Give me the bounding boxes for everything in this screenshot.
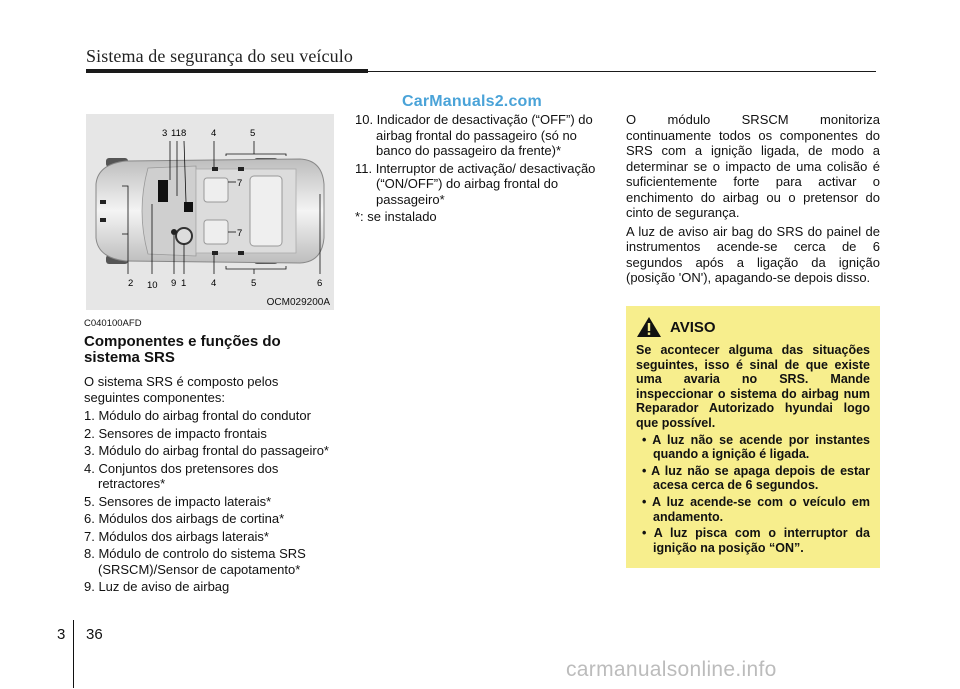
warning-bullet-2: • A luz não se apaga depois de estar acesa cerca de 6 segundos. xyxy=(642,463,870,493)
srscm-paragraph: O módulo SRSCM monitoriza continuamente todos os componentes do SRS com a ignição ligada, de modo a determinar se o impacto de uma colisão é suficientemente forte para activar o enchimento do airbag ou o pretensor do cinto de segurança. xyxy=(626,112,880,220)
callout-bottom-2: 10 xyxy=(147,280,158,291)
footer-divider xyxy=(73,620,74,688)
watermark-carmanuals2: CarManuals2.com xyxy=(402,93,542,110)
section-heading: Componentes e funções do sistema SRS xyxy=(84,333,281,366)
srs-component-figure xyxy=(86,114,334,310)
watermark-carmanualsonline: carmanualsonline.info xyxy=(566,658,777,681)
component-item-3: 3. Módulo do airbag frontal do passageiro* xyxy=(84,443,329,458)
component-item-10: 10. Indicador de desactivação (“OFF”) do airbag frontal do passageiro (só no banco do passageiro da frente)* xyxy=(355,112,593,158)
callout-bottom-6: 5 xyxy=(251,278,257,289)
warning-bullet-4: • A luz pisca com o interruptor da ignição na posição “ON”. xyxy=(642,526,870,555)
warning-bullet-3: • A luz acende-se com o veículo em andamento. xyxy=(642,494,870,524)
component-item-4: 4. Conjuntos dos pretensores dos retractores* xyxy=(84,460,279,491)
left-column xyxy=(84,318,332,597)
component-item-9: 9. Luz de aviso de airbag xyxy=(84,579,230,594)
footer-page-number: 36 xyxy=(86,626,103,643)
component-item-5: 5. Sensores de impacto laterais* xyxy=(84,493,272,509)
callout-bottom-7: 6 xyxy=(317,278,323,289)
component-item-7: 7. Módulos dos airbags laterais* xyxy=(84,528,269,544)
callout-top-4: 4 xyxy=(211,128,217,139)
callout-top-5: 5 xyxy=(250,128,256,139)
footnote: *: se instalado xyxy=(355,209,437,224)
warning-title: AVISO xyxy=(670,318,716,336)
component-item-1: 1. Módulo do airbag frontal do condutor xyxy=(84,408,311,423)
callout-top-1: 3 xyxy=(162,128,168,139)
component-item-11: 11. Interruptor de activação/ desactivação (“ON/OFF”) do airbag frontal do passageiro* xyxy=(355,160,596,207)
component-item-2: 2. Sensores de impacto frontais xyxy=(84,425,267,441)
callout-bottom-1: 2 xyxy=(128,278,134,289)
component-item-8: 8. Módulo de controlo do sistema SRS (SRSCM)/Sensor de capotamento* xyxy=(84,546,306,577)
page-header-title: Sistema de segurança do seu veículo xyxy=(86,46,353,66)
warning-box xyxy=(626,306,880,568)
warning-text: Se acontecer alguma das situações seguintes, isso é sinal de que existe uma avaria no SRS. Mande inspeccionar o sistema do airbag num Reparador Autorizado hyundai logo que possível. xyxy=(636,343,870,430)
header-rule-thick xyxy=(86,69,368,73)
footer-chapter-number: 3 xyxy=(57,626,66,643)
callout-side-1: 7 xyxy=(237,178,243,189)
section-code: C040100AFD xyxy=(84,318,142,329)
callout-top-3: 8 xyxy=(181,128,187,139)
warning-triangle-icon xyxy=(636,316,662,338)
warning-light-paragraph: A luz de aviso air bag do SRS do painel de instrumentos acende-se cerca de 6 segundos após a ligação da ignição (posição 'ON'), apagando-se depois disso. xyxy=(626,223,880,285)
callout-bottom-5: 4 xyxy=(211,278,217,289)
callout-side-2: 7 xyxy=(237,228,243,239)
car-top-view-illustration xyxy=(86,114,334,310)
middle-column xyxy=(355,112,607,225)
callout-bottom-4: 1 xyxy=(181,278,187,289)
warning-bullet-1: • A luz não se acende por instantes quando a ignição é ligada. xyxy=(642,432,871,462)
callout-bottom-3: 9 xyxy=(171,278,177,289)
component-item-6: 6. Módulos dos airbags de cortina* xyxy=(84,511,285,526)
callout-top-2: 11 xyxy=(171,128,181,139)
warning-header xyxy=(636,316,870,338)
header-rule-thin xyxy=(368,71,876,72)
right-column xyxy=(626,112,880,289)
intro-paragraph: O sistema SRS é composto pelos seguintes componentes: xyxy=(84,374,279,405)
figure-code: OCM029200A xyxy=(266,297,330,308)
